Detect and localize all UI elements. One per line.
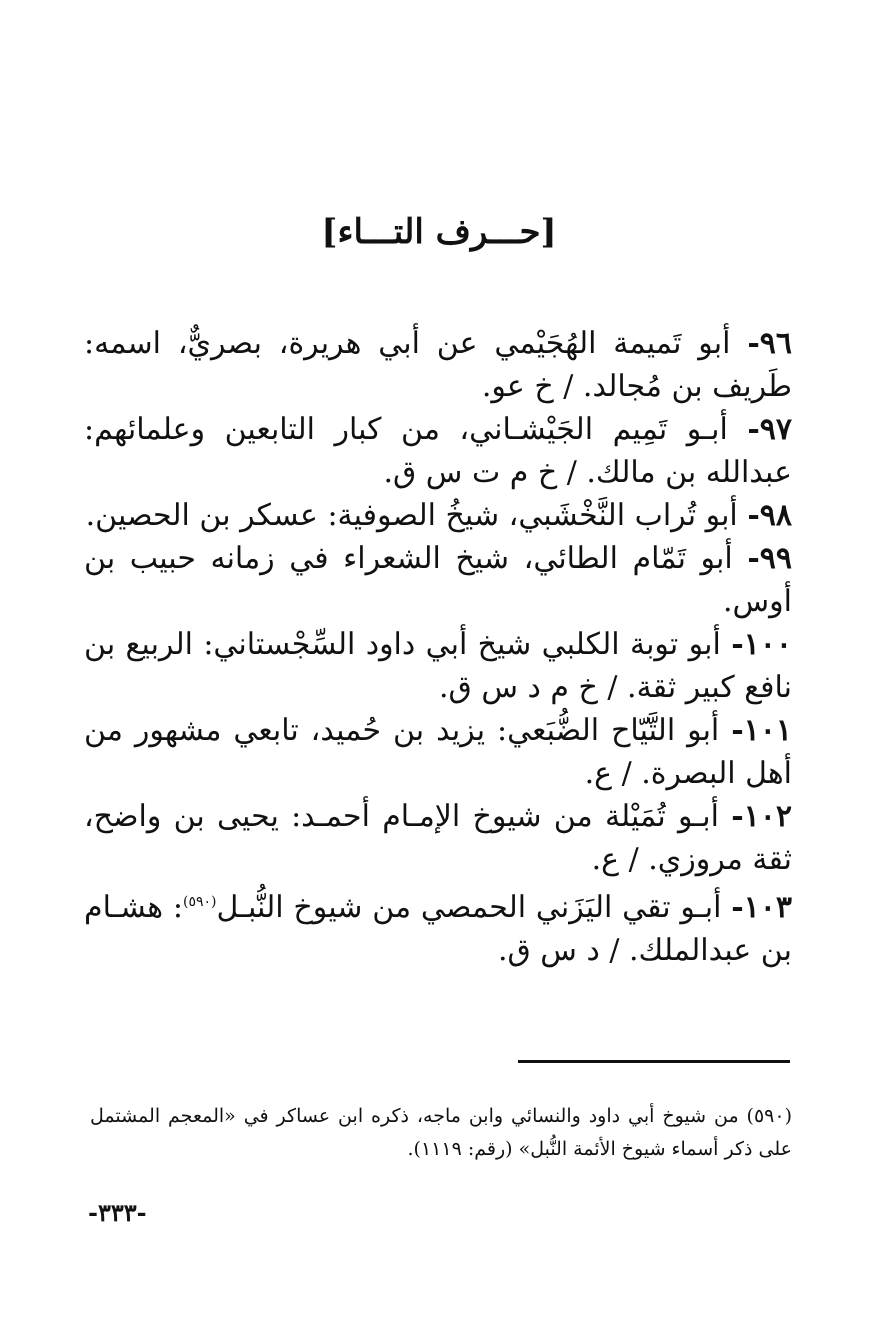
entry-text: أبو تَمّام الطائي، شيخ الشعراء في زمانه حبيب بن أوس. xyxy=(84,541,792,619)
entry-number: ١٠١- xyxy=(731,713,792,748)
entry-text: أبـو تُمَيْلة من شيوخ الإمـام أحمـد: يحيى بن واضح، ثقة مروزي. / ع. xyxy=(84,799,792,877)
entry-99 xyxy=(84,537,792,623)
entry-text: أبـو تَمِيم الجَيْشـاني، من كبار التابعين وعلمائهم: عبدالله بن مالك. / خ م ت س ق. xyxy=(84,412,792,490)
entry-number: ٩٩- xyxy=(747,541,792,576)
footnote-divider xyxy=(518,1060,790,1063)
entry-text: أبو تُراب النَّخْشَبي، شيخُ الصوفية: عسكر بن الحصين. xyxy=(85,498,748,533)
entry-text-continued: : هشـام بن عبدالملك. / د س ق. xyxy=(84,890,792,968)
entry-number: ٩٦- xyxy=(747,326,792,361)
entry-text: أبو التَّيّاح الضُّبَعي: يزيد بن حُميد، تابعي مشهور من أهل البصرة. / ع. xyxy=(84,713,792,791)
entry-number: ٩٨- xyxy=(747,498,792,533)
entry-number: ١٠٣- xyxy=(731,890,792,925)
chapter-title: [حـــرف التـــاء] xyxy=(321,212,557,252)
footnote: (٥٩٠) من شيوخ أبي داود والنسائي وابن ماجه، ذكره ابن عساكر في «المعجم المشتمل على ذكر أسماء شيوخ الأئمة النُّبل» (رقم: ١١١٩). xyxy=(90,1105,792,1160)
entry-text: أبو تَميمة الهُجَيْمي عن أبي هريرة، بصريٌّ، اسمه: طَريف بن مُجالد. / خ عو. xyxy=(84,326,792,404)
entry-101 xyxy=(84,709,792,795)
entry-102 xyxy=(84,795,792,881)
entry-97 xyxy=(84,408,792,494)
entry-list xyxy=(84,322,792,972)
entry-number: ٩٧- xyxy=(747,412,792,447)
page-number: -٣٣٣- xyxy=(88,1198,147,1227)
entry-number: ١٠٠- xyxy=(731,627,792,662)
entry-98 xyxy=(84,494,792,537)
entry-103 xyxy=(84,881,792,972)
entry-96 xyxy=(84,322,792,408)
entry-100 xyxy=(84,623,792,709)
entry-number: ١٠٢- xyxy=(731,799,792,834)
entry-text: أبـو تقي اليَزَني الحمصي من شيوخ النُّبـل xyxy=(216,890,732,925)
entry-text: أبو توبة الكلبي شيخ أبي داود السِّجْستاني: الربيع بن نافع كبير ثقة. / خ م د س ق. xyxy=(84,627,792,705)
footnote-reference[interactable]: (٥٩٠) xyxy=(182,894,217,910)
